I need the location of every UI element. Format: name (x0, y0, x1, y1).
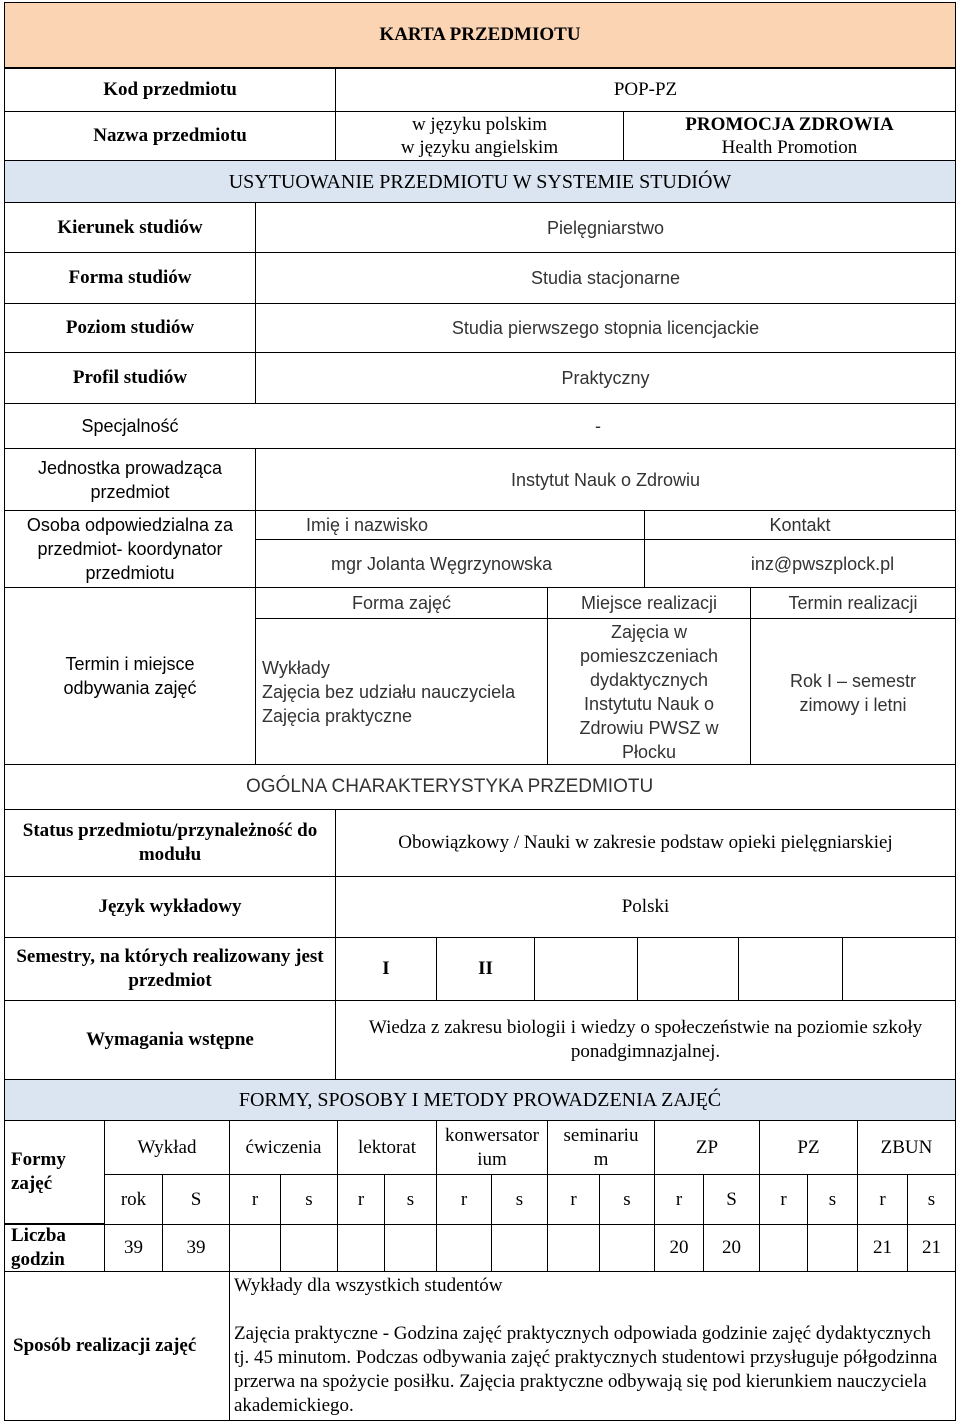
specjalnosc-label: Specjalność (81, 416, 179, 436)
hours-cell (436, 1224, 492, 1272)
kod-value: POP-PZ (335, 68, 956, 112)
status-label: Status przedmiotu/przynależność do modułu (4, 809, 336, 877)
hours-cell (384, 1224, 437, 1272)
wymagania-label: Wymagania wstępne (4, 1000, 336, 1080)
status-value: Obowiązkowy / Nauki w zakresie podstaw opieki pielęgniarskiej (335, 809, 956, 877)
type-zbun: ZBUN (857, 1120, 956, 1175)
imie-label: Imię i nazwisko (255, 510, 645, 540)
hours-cell (807, 1224, 858, 1272)
semestr-cell (738, 937, 843, 1001)
sem-cell: r (857, 1174, 908, 1225)
hours-cell: 20 (703, 1224, 760, 1272)
formy-label: Formy zajęć (4, 1120, 105, 1224)
kierunek-label: Kierunek studiów (4, 202, 256, 253)
osoba-label: Osoba odpowiedzialna za przedmiot- koordynator przedmiotu (4, 510, 256, 588)
forma-item: Zajęcia bez udziału nauczyciela (262, 681, 516, 702)
jednostka-label: Jednostka prowadząca przedmiot (4, 448, 256, 511)
forma-item: Wykłady (262, 657, 330, 678)
jezyk-label: Język wykładowy (4, 876, 336, 938)
termin-value: Rok I – semestr zimowy i letni (750, 618, 956, 765)
sem-cell: r (337, 1174, 385, 1225)
semestr-cell: I (335, 937, 437, 1001)
type-lektorat: lektorat (337, 1120, 437, 1175)
termin-label: Termin i miejsce odbywania zajęć (4, 587, 256, 765)
jednostka-value: Instytut Nauk o Zdrowiu (255, 448, 956, 511)
hours-cell (280, 1224, 338, 1272)
type-konwersatorium: konwersatorium (436, 1120, 548, 1175)
nazwa-pl-label: w języku polskim (411, 114, 548, 135)
hours-cell (759, 1224, 808, 1272)
card-title: KARTA PRZEDMIOTU (4, 2, 956, 68)
type-cwiczenia: ćwiczenia (229, 1120, 338, 1175)
semestry-label: Semestry, na których realizowany jest przedmiot (4, 937, 336, 1001)
miejsce-value: Zajęcia w pomieszczeniach dydaktycznych Instytutu Nauk o Zdrowiu PWSZ w Płocku (547, 618, 751, 765)
nazwa-label: Nazwa przedmiotu (4, 111, 336, 161)
sposob-content (229, 1271, 956, 1421)
forma-item: Zajęcia praktyczne (262, 705, 413, 726)
forma-studiow-label: Forma studiów (4, 252, 256, 304)
sposob-text: Zajęcia praktyczne - Godzina zajęć praktycznych odpowiada godzinie zajęć dydaktycznych tj. 45 minutom. Podczas odbywania zajęć praktycznych studentowi przysługuje półgodzinna przerwa na spożycie posiłku. Zajęcia praktyczne odbywają się pod kierunkiem nauczyciela akademickiego. (234, 1323, 938, 1416)
sem-cell: s (384, 1174, 437, 1225)
nazwa-values (623, 111, 956, 161)
liczba-label: Liczba godzin (4, 1224, 105, 1272)
nazwa-lang-labels (335, 111, 624, 161)
hours-cell: 39 (162, 1224, 230, 1272)
jezyk-value: Polski (335, 876, 956, 938)
semestr-cell (534, 937, 638, 1001)
type-pz: PZ (759, 1120, 858, 1175)
kod-label: Kod przedmiotu (4, 68, 336, 112)
specjalnosc-row (4, 403, 956, 449)
type-zp: ZP (654, 1120, 760, 1175)
kierunek-value: Pielęgniarstwo (255, 202, 956, 253)
sem-cell: s (280, 1174, 338, 1225)
specjalnosc-value: - (595, 416, 601, 436)
sem-cell: r (229, 1174, 281, 1225)
hours-cell: 21 (907, 1224, 956, 1272)
sem-cell: s (491, 1174, 548, 1225)
usytuowanie-title: USYTUOWANIE PRZEDMIOTU W SYSTEMIE STUDIÓW (4, 160, 956, 203)
hours-cell (491, 1224, 548, 1272)
sposob-line1: Wykłady dla wszystkich studentów (234, 1275, 503, 1296)
formy-title: FORMY, SPOSOBY I METODY PROWADZENIA ZAJĘĆ (4, 1079, 956, 1121)
sem-cell: S (703, 1174, 760, 1225)
hours-cell: 39 (104, 1224, 163, 1272)
sem-cell: s (599, 1174, 655, 1225)
hours-cell (599, 1224, 655, 1272)
wymagania-value: Wiedza z zakresu biologii i wiedzy o społeczeństwie na poziomie szkoły ponadgimnazjalnej. (335, 1000, 956, 1080)
kontakt-email[interactable]: inz@pwszplock.pl (644, 539, 956, 588)
kontakt-label: Kontakt (644, 510, 956, 540)
profil-value: Praktyczny (255, 352, 956, 404)
sem-cell: r (547, 1174, 600, 1225)
nazwa-en-label: w języku angielskim (400, 137, 559, 158)
poziom-label: Poziom studiów (4, 303, 256, 353)
termin-header: Termin realizacji (750, 587, 956, 619)
sem-cell: rok (104, 1174, 163, 1225)
poziom-value: Studia pierwszego stopnia licencjackie (255, 303, 956, 353)
sem-cell: s (807, 1174, 858, 1225)
sem-cell: r (654, 1174, 704, 1225)
koordynator-name: mgr Jolanta Węgrzynowska (255, 539, 645, 588)
hours-cell: 21 (857, 1224, 908, 1272)
hours-cell (229, 1224, 281, 1272)
sem-cell: S (162, 1174, 230, 1225)
nazwa-en-value: Health Promotion (721, 137, 858, 158)
type-wyklad: Wykład (104, 1120, 230, 1175)
forma-zajec-list (255, 618, 548, 765)
hours-cell (547, 1224, 600, 1272)
semestr-cell (637, 937, 739, 1001)
sem-cell: r (436, 1174, 492, 1225)
ogolna-title: OGÓLNA CHARAKTERYSTYKA PRZEDMIOTU (4, 764, 956, 810)
forma-studiow-value: Studia stacjonarne (255, 252, 956, 304)
semestr-cell (842, 937, 956, 1001)
sem-cell: r (759, 1174, 808, 1225)
semestr-cell: II (436, 937, 535, 1001)
type-seminarium: seminarium (547, 1120, 655, 1175)
hours-cell (337, 1224, 385, 1272)
nazwa-pl-value: PROMOCJA ZDROWIA (685, 114, 894, 135)
forma-zajec-header: Forma zajęć (255, 587, 548, 619)
sposob-label: Sposób realizacji zajęć (4, 1271, 230, 1421)
hours-cell: 20 (654, 1224, 704, 1272)
profil-label: Profil studiów (4, 352, 256, 404)
sem-cell: s (907, 1174, 956, 1225)
miejsce-header: Miejsce realizacji (547, 587, 751, 619)
